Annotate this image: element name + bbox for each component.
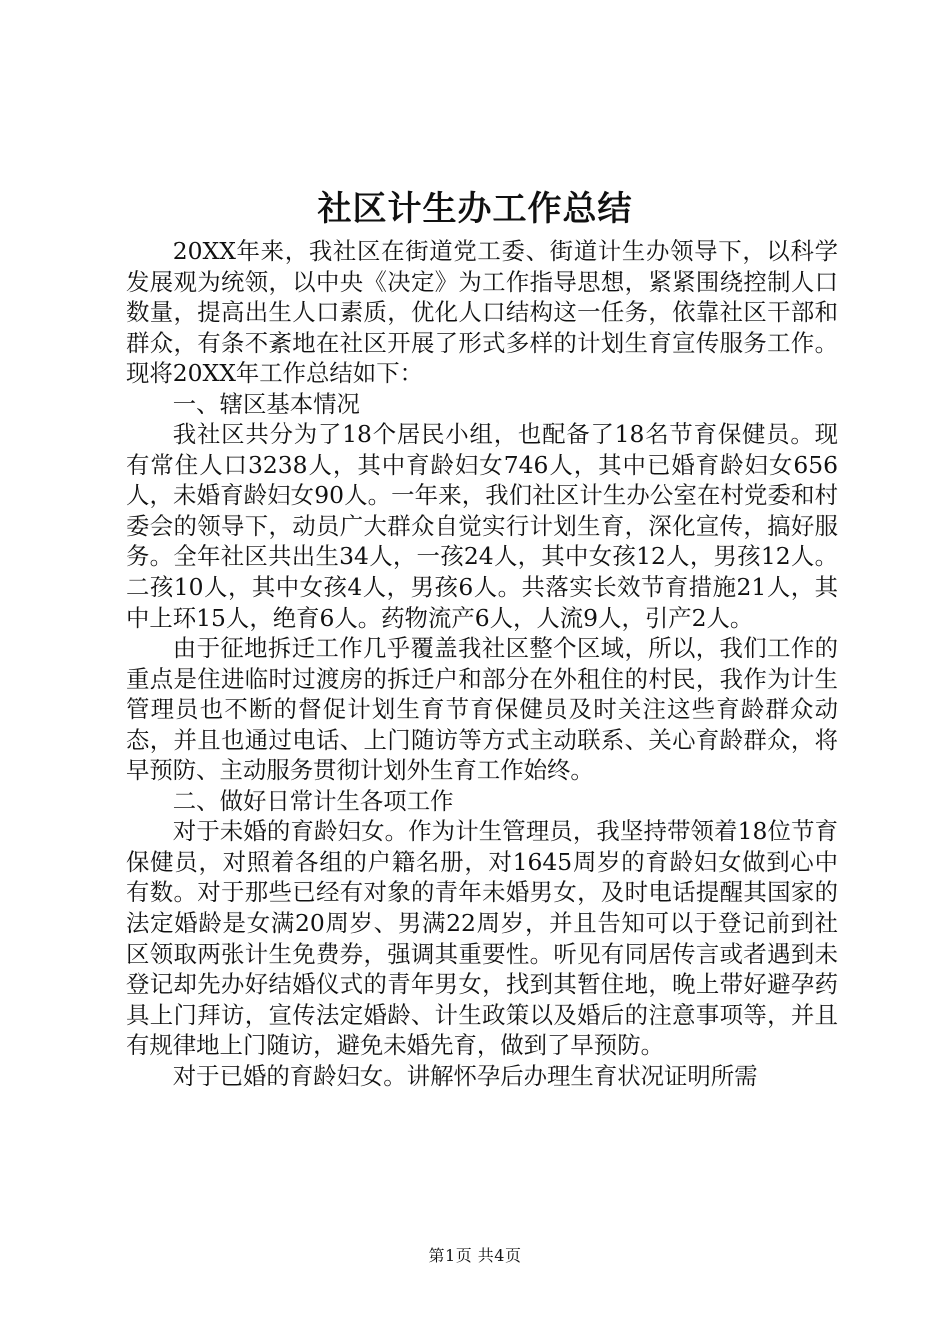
page-number-footer: 第1页 共4页 [428,1246,522,1265]
section-heading-1: 一、辖区基本情况 [172,389,360,418]
document-title: 社区计生办工作总结 [317,189,633,229]
section-heading-2: 二、做好日常计生各项工作 [172,786,454,815]
paragraph-married: 对于已婚的育龄妇女。讲解怀孕后办理生育状况证明所需 [172,1061,758,1090]
paragraph-relocation: 由于征地拆迁工作几乎覆盖我社区整个区域，所以，我们工作的重点是住进临时过渡房的拆迁户和部分在外租住的村民，我作为计生管理员也不断的督促计划生育节育保健员及时关注这些育龄群众动态，并且也通过电话、上门随访等方式主动联系、关心育龄群众，将早预防、主动服务贯彻计划外生育工作始终。 [126,634,838,785]
paragraph-intro: 20XX年来，我社区在街道党工委、街道计生办领导下，以科学发展观为统领，以中央《决定》为工作指导思想，紧紧围绕控制人口数量，提高出生人口素质，优化人口结构这一任务，依靠社区干部和群众，有条不紊地在社区开展了形式多样的计划生育宣传服务工作。现将20XX年工作总结如下： [126,237,838,388]
paragraph-basic-situation: 我社区共分为了18个居民小组，也配备了18名节育保健员。现有常住人口3238人，其中育龄妇女746人，其中已婚育龄妇女656人，未婚育龄妇女90人。一年来，我们社区计生办公室在村党委和村委会的领导下，动员广大群众自觉实行计划生育，深化宣传，搞好服务。全年社区共出生34人，一孩24人，其中女孩12人，男孩12人。二孩10人，其中女孩4人，男孩6人。共落实长效节育措施21人，其中上环15人，绝育6人。药物流产6人，人流9人，引产2人。 [126,420,838,632]
document-body [126,236,838,1091]
paragraph-unmarried: 对于未婚的育龄妇女。作为计生管理员，我坚持带领着18位节育保健员，对照着各组的户籍名册，对1645周岁的育龄妇女做到心中有数。对于那些已经有对象的青年未婚男女，及时电话提醒其国家的法定婚龄是女满20周岁、男满22周岁，并且告知可以于登记前到社区领取两张计生免费券，强调其重要性。听见有同居传言或者遇到未登记却先办好结婚仪式的青年男女，找到其暂住地，晚上带好避孕药具上门拜访，宣传法定婚龄、计生政策以及婚后的注意事项等，并且有规律地上门随访，避免未婚先育，做到了早预防。 [126,817,838,1060]
